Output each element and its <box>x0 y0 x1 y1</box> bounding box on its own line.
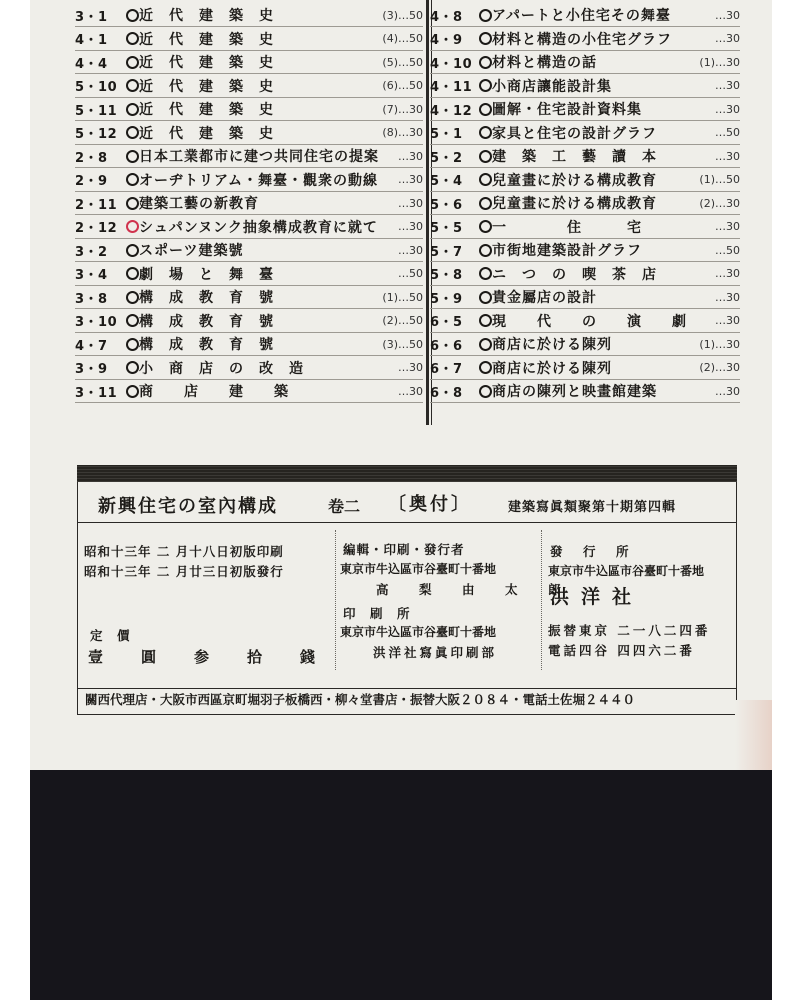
issue-number: 5・8 <box>430 268 463 283</box>
issue-title: 材料と構造の小住宅グラフ <box>492 31 672 48</box>
issue-title: 家具と住宅の設計グラフ <box>492 125 657 142</box>
editor-address: 東京市牛込區市谷臺町十番地 <box>340 562 497 576</box>
issue-number: 5・5 <box>430 221 463 236</box>
issue-price: (2)…30 <box>699 196 740 210</box>
page-edge <box>735 700 772 780</box>
circle-bullet-icon <box>125 55 139 69</box>
issue-number: 2・12 <box>75 221 118 236</box>
circle-bullet-icon <box>478 243 492 257</box>
circle-bullet-icon <box>478 32 492 46</box>
issue-title: 一 住 宅 <box>492 219 642 236</box>
column-divider <box>426 0 429 425</box>
issue-title: 近 代 建 築 史 <box>139 78 274 95</box>
issue-price: (8)…30 <box>382 126 423 139</box>
contents-entry <box>430 357 740 380</box>
circle-bullet-icon <box>478 102 492 116</box>
issue-price: …30 <box>398 149 423 163</box>
circle-bullet-icon <box>125 220 139 234</box>
issue-title: 近 代 建 築 史 <box>139 102 274 118</box>
circle-bullet-icon <box>125 32 139 46</box>
issue-title: 商店に於ける陳列 <box>492 337 612 353</box>
contents-entry <box>75 75 423 98</box>
contents-entry <box>430 51 740 74</box>
editor-name: 高 梨 由 太 郎 <box>376 582 570 597</box>
issue-number: 2・9 <box>75 174 108 189</box>
issue-price: …30 <box>715 314 740 327</box>
issue-number: 3・9 <box>75 362 108 377</box>
circle-bullet-icon <box>125 102 139 116</box>
issue-title: 日本工業都市に建つ共同住宅の提案 <box>139 149 379 165</box>
circle-bullet-icon <box>478 8 492 22</box>
circle-bullet-icon <box>125 337 139 351</box>
issue-title: 小 商 店 の 改 造 <box>139 360 304 377</box>
issue-price: (4)…50 <box>382 32 423 45</box>
issue-number: 5・12 <box>75 127 118 142</box>
issue-price: …30 <box>715 8 740 22</box>
issue-title: 建 築 工 藝 讀 本 <box>492 149 657 165</box>
date-issued: 昭和十三年 二 月廿三日初版發行 <box>84 564 284 579</box>
contents-entry <box>430 239 740 262</box>
issue-number: 4・8 <box>430 9 463 25</box>
issue-price: (5)…50 <box>382 55 423 69</box>
issue-number: 5・11 <box>75 103 118 119</box>
circle-bullet-icon <box>125 8 139 22</box>
circle-bullet-icon <box>125 314 139 328</box>
telephone: 電話四谷 四四六二番 <box>548 643 695 658</box>
issue-price: …30 <box>398 220 423 233</box>
colophon-header-bar <box>77 465 737 482</box>
issue-title: 近 代 建 築 史 <box>139 55 274 71</box>
contents-entry <box>430 98 740 121</box>
circle-bullet-icon <box>478 361 492 375</box>
circle-bullet-icon <box>478 314 492 328</box>
okuzuke-label: 〔奥付〕 <box>388 494 472 515</box>
publisher-name: 洪洋社 <box>550 586 644 608</box>
issue-price: (2)…30 <box>699 361 740 374</box>
dark-background <box>30 770 772 1000</box>
contents-entry <box>430 75 740 98</box>
issue-number: 6・6 <box>430 338 463 354</box>
series-label: 建築寫眞類聚第十期第四輯 <box>508 500 677 515</box>
issue-number: 5・2 <box>430 150 463 166</box>
circle-bullet-icon <box>125 126 139 140</box>
issue-price: …30 <box>398 384 423 398</box>
issue-title: 劇 場 と 舞 臺 <box>139 266 274 283</box>
circle-bullet-icon <box>125 79 139 93</box>
printer-label: 印 刷 所 <box>343 606 411 621</box>
issue-title: 材料と構造の話 <box>492 55 597 71</box>
circle-bullet-icon <box>478 149 492 163</box>
circle-bullet-icon <box>478 79 492 93</box>
circle-bullet-icon <box>478 126 492 140</box>
contents-entry <box>430 122 740 145</box>
contents-entry <box>75 98 423 121</box>
issue-price: …30 <box>398 173 423 186</box>
issue-price: (3)…50 <box>382 337 423 351</box>
issue-price: …30 <box>715 102 740 116</box>
contents-entry <box>430 28 740 51</box>
issue-price: …30 <box>715 79 740 92</box>
issue-number: 2・11 <box>75 197 118 213</box>
contents-entry <box>75 169 423 192</box>
issue-title: スポーツ建築號 <box>139 243 244 259</box>
circle-bullet-icon <box>478 290 492 304</box>
issue-number: 5・4 <box>430 174 463 189</box>
issue-number: 5・6 <box>430 197 463 213</box>
issue-price: …50 <box>715 126 740 139</box>
issue-price: …30 <box>715 32 740 45</box>
issue-title: 圖解・住宅設計資料集 <box>492 102 642 118</box>
issue-number: 5・1 <box>430 127 463 142</box>
contents-entry <box>430 333 740 356</box>
issue-price: (1)…50 <box>699 173 740 186</box>
printer-address: 東京市牛込區市谷臺町十番地 <box>340 625 497 639</box>
issue-title: 構 成 教 育 號 <box>139 337 274 353</box>
issue-number: 4・4 <box>75 56 108 72</box>
contents-entry <box>430 286 740 309</box>
issue-number: 3・8 <box>75 291 108 307</box>
contents-entry <box>75 380 423 403</box>
contents-entry <box>430 310 740 333</box>
issue-number: 4・7 <box>75 338 108 354</box>
colophon-box <box>77 482 737 715</box>
issue-price: …30 <box>715 149 740 163</box>
circle-bullet-icon <box>125 290 139 304</box>
issue-price: …30 <box>715 267 740 280</box>
issue-title: 兒童畫に於ける構成教育 <box>492 196 657 212</box>
issue-number: 5・7 <box>430 244 463 260</box>
circle-bullet-icon <box>478 337 492 351</box>
issue-title: 商店の陳列と映畫館建築 <box>492 384 657 400</box>
issue-price: …30 <box>398 361 423 374</box>
issue-price: …30 <box>715 384 740 398</box>
issue-number: 6・7 <box>430 362 463 377</box>
contents-entry <box>75 333 423 356</box>
issue-title: 兒童畫に於ける構成教育 <box>492 172 657 189</box>
colophon-dotted-divider-2 <box>541 530 542 670</box>
issue-title: 小商店讓能設計集 <box>492 78 612 95</box>
issue-number: 3・2 <box>75 244 108 260</box>
transfer-account: 振替東京 二一八二四番 <box>548 623 711 638</box>
issue-price: …50 <box>715 243 740 257</box>
publisher-label: 發 行 所 <box>550 544 633 559</box>
contents-entry <box>75 239 423 262</box>
issue-number: 5・9 <box>430 291 463 307</box>
publisher-address: 東京市牛込區市谷臺町十番地 <box>548 564 705 578</box>
issue-number: 3・1 <box>75 9 108 25</box>
kansai-agent-line: 關西代理店・大阪市西區京町堀羽子板橋西・柳々堂書店・振替大阪２０８４・電話土佐堀２４４０ <box>77 688 737 708</box>
circle-bullet-icon <box>125 267 139 281</box>
issue-price: (1)…50 <box>382 290 423 304</box>
circle-bullet-icon <box>478 267 492 281</box>
contents-entry <box>75 310 423 333</box>
issue-number: 5・10 <box>75 80 118 95</box>
contents-entry <box>430 145 740 168</box>
contents-entry <box>75 4 423 27</box>
issue-price: (7)…30 <box>382 102 423 116</box>
issue-number: 2・8 <box>75 150 108 166</box>
issue-number: 6・8 <box>430 385 463 401</box>
issue-number: 3・11 <box>75 385 118 401</box>
contents-entry <box>430 216 740 239</box>
issue-title: 近 代 建 築 史 <box>139 31 274 48</box>
date-printed: 昭和十三年 二 月十八日初版印刷 <box>84 544 284 559</box>
contents-entry <box>430 263 740 286</box>
volume-label: 卷二 <box>328 497 361 516</box>
issue-number: 4・10 <box>430 56 473 72</box>
issue-title: 近 代 建 築 史 <box>139 8 274 24</box>
contents-entry <box>75 145 423 168</box>
issue-title: 建築工藝の新教育 <box>139 196 259 212</box>
contents-entry <box>75 51 423 74</box>
contents-entry <box>75 192 423 215</box>
issue-number: 4・11 <box>430 80 473 95</box>
circle-bullet-icon <box>478 196 492 210</box>
issue-title: 構 成 教 育 號 <box>139 290 274 306</box>
circle-bullet-icon <box>125 149 139 163</box>
book-title: 新興住宅の室內構成 <box>98 496 278 517</box>
contents-entry <box>75 122 423 145</box>
issue-title: ニ つ の 喫 茶 店 <box>492 266 657 283</box>
circle-bullet-icon <box>478 173 492 187</box>
circle-bullet-icon <box>125 243 139 257</box>
contents-entry <box>430 192 740 215</box>
contents-entry <box>75 216 423 239</box>
price-value: 壹圓参拾錢 <box>88 648 354 666</box>
issue-number: 4・1 <box>75 33 108 48</box>
issue-number: 3・10 <box>75 315 118 330</box>
book-page <box>30 0 772 780</box>
contents-entry <box>75 286 423 309</box>
issue-number: 6・5 <box>430 315 463 330</box>
issue-price: (1)…30 <box>699 55 740 69</box>
issue-number: 4・12 <box>430 103 473 119</box>
circle-bullet-icon <box>478 220 492 234</box>
issue-title: 市街地建築設計グラフ <box>492 243 642 259</box>
circle-bullet-icon <box>478 55 492 69</box>
printer-name: 洪洋社寫眞印刷部 <box>373 645 498 660</box>
issue-price: (2)…50 <box>382 314 423 327</box>
contents-entry <box>75 357 423 380</box>
colophon-divider <box>78 522 736 523</box>
circle-bullet-icon <box>125 173 139 187</box>
issue-price: …30 <box>398 196 423 210</box>
issue-price: …30 <box>715 290 740 304</box>
issue-number: 3・4 <box>75 268 108 283</box>
issue-price: …30 <box>398 243 423 257</box>
issue-title: 商店に於ける陳列 <box>492 360 612 377</box>
contents-entry <box>430 380 740 403</box>
circle-bullet-icon <box>478 384 492 398</box>
issue-price: …50 <box>398 267 423 280</box>
price-label: 定 價 <box>90 628 131 643</box>
issue-title: 構 成 教 育 號 <box>139 313 274 330</box>
contents-entry <box>75 28 423 51</box>
issue-price: (3)…50 <box>382 8 423 22</box>
issue-number: 4・9 <box>430 33 463 48</box>
issue-title: シュパンヌンク抽象構成教育に就て <box>139 219 378 236</box>
editor-label: 編輯・印刷・發行者 <box>343 542 465 557</box>
contents-entry <box>75 263 423 286</box>
issue-price: …30 <box>715 220 740 233</box>
issue-title: 商 店 建 築 <box>139 384 289 400</box>
issue-title: アパートと小住宅その舞臺 <box>492 8 671 24</box>
issue-price: (1)…30 <box>699 337 740 351</box>
circle-bullet-icon <box>125 361 139 375</box>
contents-entry <box>430 4 740 27</box>
issue-title: 近 代 建 築 史 <box>139 125 274 142</box>
circle-bullet-icon <box>125 384 139 398</box>
issue-title: 現 代 の 演 劇 <box>492 313 687 330</box>
circle-bullet-icon <box>125 196 139 210</box>
issue-title: 貴金屬店の設計 <box>492 290 597 306</box>
contents-entry <box>430 169 740 192</box>
issue-title: オーヂトリアム・舞臺・觀衆の動線 <box>139 172 379 189</box>
issue-price: (6)…50 <box>382 79 423 92</box>
